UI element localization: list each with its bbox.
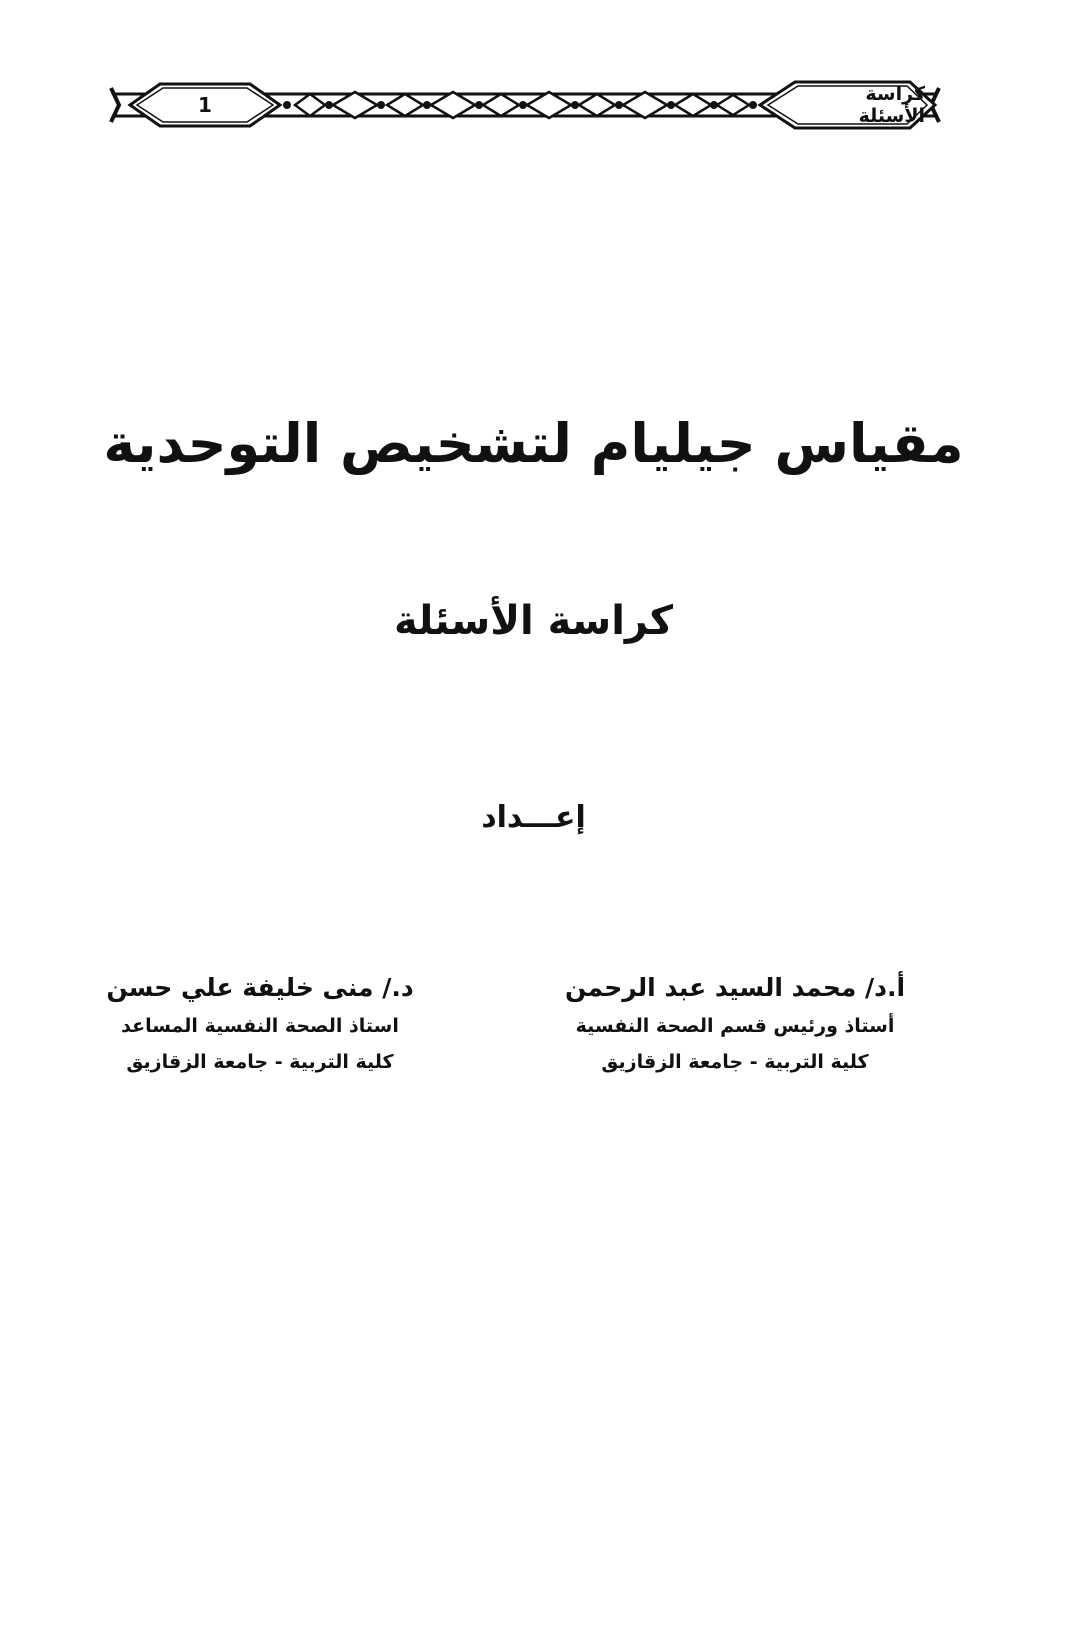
author-position: استاذ الصحة النفسية المساعد (121, 1015, 399, 1037)
author-card-1 (545, 968, 925, 1080)
header-ornament (105, 64, 945, 146)
author-name: د./ منى خليفة علي حسن (106, 973, 414, 1002)
author-name: أ.د/ محمد السيد عبد الرحمن (564, 973, 906, 1002)
page-number: 1 (198, 93, 212, 117)
prepared-by-heading: إعـــداد (481, 800, 586, 835)
author-affiliation: كلية التربية - جامعة الزقازيق (126, 1051, 394, 1073)
author-position: أستاذ ورئيس قسم الصحة النفسية (575, 1015, 895, 1037)
header-label: كراسة الأسئلة (858, 83, 925, 127)
author-card-2 (60, 968, 460, 1080)
document-title: مقياس جيليام لتشخيص التوحدية (103, 412, 964, 475)
author-affiliation: كلية التربية - جامعة الزقازيق (601, 1051, 869, 1073)
document-subtitle: كراسة الأسئلة (393, 598, 674, 644)
